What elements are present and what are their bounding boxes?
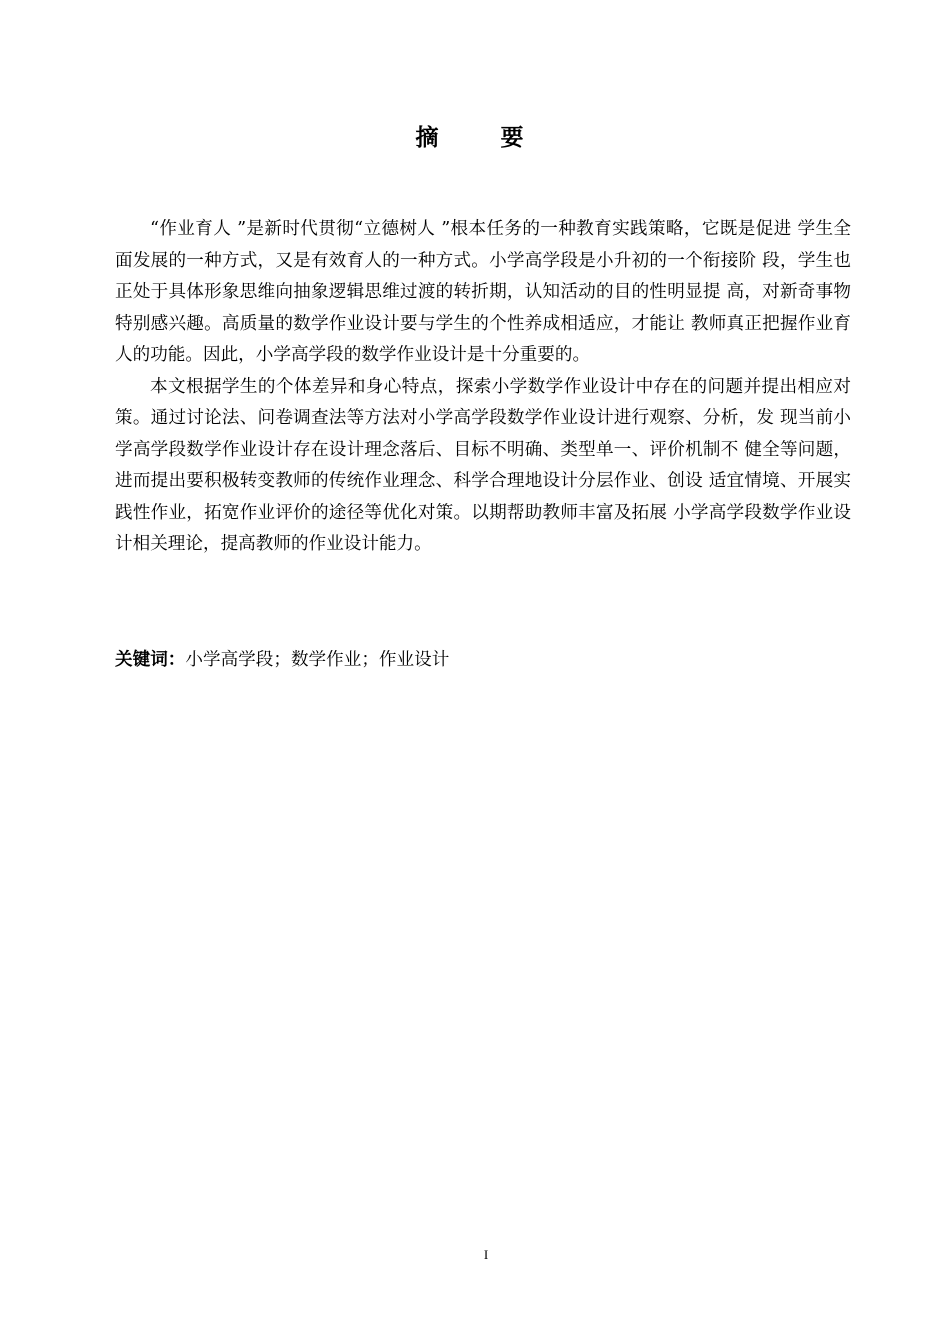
- keywords-label: 关键词：: [115, 650, 186, 670]
- abstract-paragraph-2: 本文根据学生的个体差异和身心特点，探索小学数学作业设计中存在的问题并提出相应对策。通过讨论法、问卷调查法等方法对小学高学段数学作业设计进行观察、分析，发 现当前小学高学段数学作业设计存在设计理念落后、目标不明确、类型单一、评价机制不 健全等问题，进而提出要积极转变教师的传统作业理念、科学合理地设计分层作业、创设 适宜情境、开展实践性作业，拓宽作业评价的途径等优化对策。以期帮助教师丰富及拓展 小学高学段数学作业设计相关理论，提高教师的作业设计能力。: [115, 376, 851, 554]
- keywords-line: [115, 645, 851, 675]
- abstract-paragraph-1: “作业育人 ”是新时代贯彻“立德树人 ”根本任务的一种教育实践策略，它既是促进 学生全面发展的一种方式，又是有效育人的一种方式。小学高学段是小升初的一个衔接阶 段，学生也正处于具体形象思维向抽象逻辑思维过渡的转折期，认知活动的目的性明显提 高，对新奇事物特别感兴趣。高质量的数学作业设计要与学生的个性养成相适应，才能让 教师真正把握作业育人的功能。因此，小学高学段的数学作业设计是十分重要的。: [115, 219, 851, 365]
- page-number: I: [483, 1247, 489, 1262]
- abstract-title: 摘 要: [415, 125, 551, 151]
- keywords-value: 小学高学段；数学作业；作业设计: [185, 650, 450, 670]
- abstract-body: [115, 214, 851, 561]
